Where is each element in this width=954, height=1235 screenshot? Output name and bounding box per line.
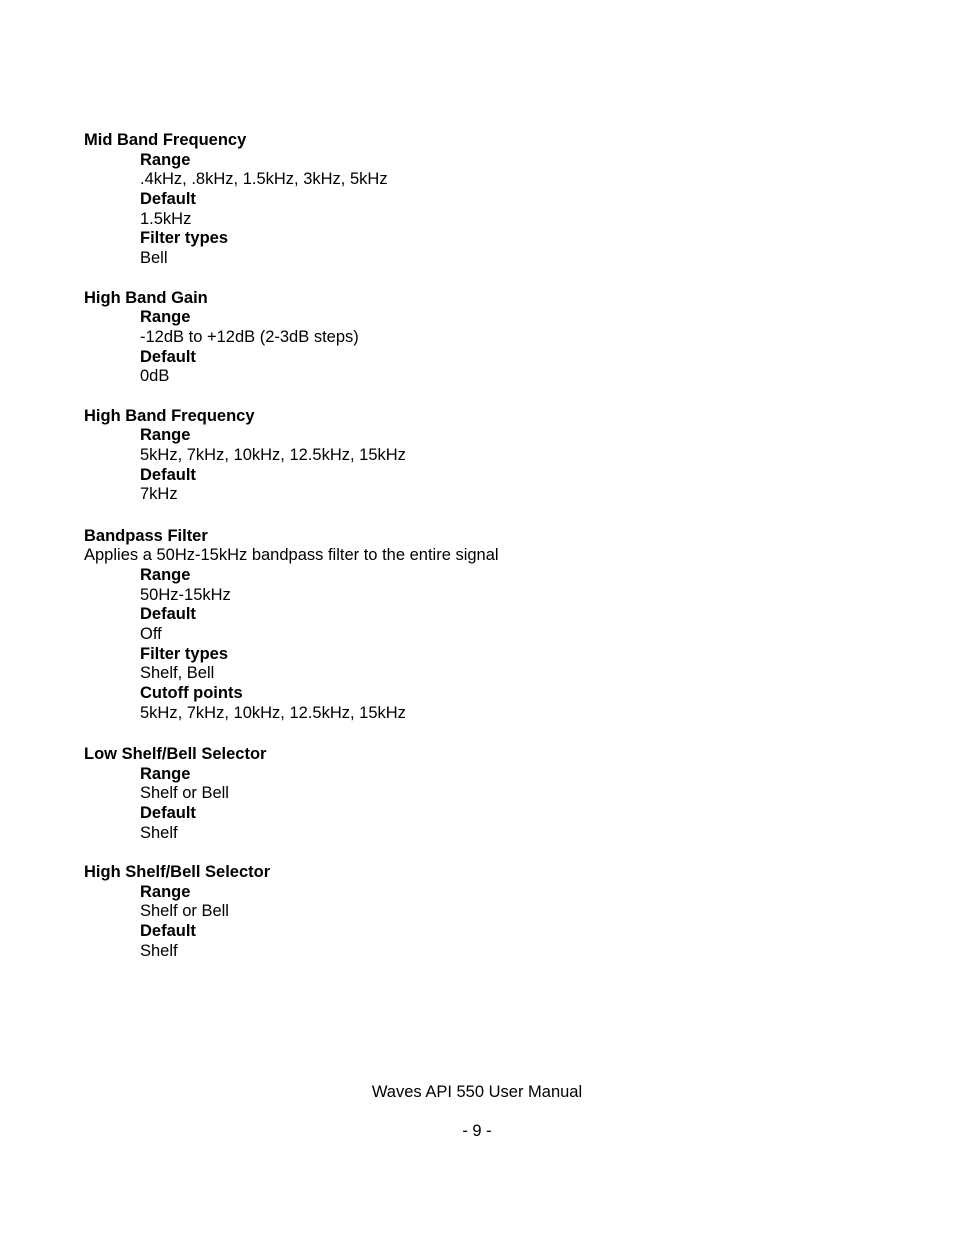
range-value: 5kHz, 7kHz, 10kHz, 12.5kHz, 15kHz — [140, 446, 406, 464]
default-value: 0dB — [140, 367, 170, 386]
spacer — [84, 843, 904, 863]
range-label: Range — [140, 150, 191, 169]
range-value: Shelf or Bell — [140, 902, 229, 921]
cutoff-points-label: Cutoff points — [140, 684, 243, 703]
section-heading: Bandpass Filter — [84, 526, 208, 545]
default-value: Shelf — [140, 941, 178, 960]
filter-types-label: Filter types — [140, 644, 229, 663]
section-low-shelf-bell-selector — [84, 745, 904, 843]
section-bandpass-filter — [84, 527, 904, 724]
footer-manual-title: Waves API 550 User Manual — [371, 1083, 583, 1101]
section-heading: High Shelf/Bell Selector — [84, 863, 271, 882]
default-label: Default — [140, 465, 196, 484]
section-high-band-gain — [84, 289, 904, 387]
spacer — [84, 387, 904, 407]
default-label: Default — [140, 347, 196, 366]
range-label: Range — [140, 764, 191, 783]
filter-types-label: Filter types — [140, 229, 229, 248]
section-heading: Low Shelf/Bell Selector — [84, 744, 267, 763]
range-label: Range — [140, 308, 191, 327]
filter-types-value: Shelf, Bell — [140, 664, 215, 683]
range-value: 50Hz-15kHz — [140, 585, 231, 604]
default-value: Off — [140, 625, 162, 643]
default-label: Default — [140, 922, 196, 941]
range-label: Range — [140, 426, 191, 445]
cutoff-points-value: 5kHz, 7kHz, 10kHz, 12.5kHz, 15kHz — [140, 703, 406, 722]
footer-page-number: - 9 - — [462, 1122, 492, 1140]
section-high-shelf-bell-selector — [84, 863, 904, 961]
section-description: Applies a 50Hz-15kHz bandpass filter to the entire signal — [84, 546, 499, 565]
section-mid-band-frequency — [84, 131, 904, 269]
filter-types-value: Bell — [140, 249, 168, 268]
range-value: .4kHz, .8kHz, 1.5kHz, 3kHz, 5kHz — [140, 170, 388, 189]
default-label: Default — [140, 605, 196, 624]
spacer — [84, 723, 904, 745]
document-body — [84, 131, 904, 962]
range-value: Shelf or Bell — [140, 784, 229, 803]
range-value: -12dB to +12dB (2-3dB steps) — [140, 327, 359, 346]
spacer — [84, 269, 904, 289]
section-high-band-frequency — [84, 407, 904, 505]
section-heading: High Band Gain — [84, 288, 208, 307]
default-value: 1.5kHz — [140, 209, 192, 228]
default-label: Default — [140, 190, 196, 209]
default-label: Default — [140, 804, 196, 822]
section-heading: Mid Band Frequency — [84, 131, 247, 149]
section-heading: High Band Frequency — [84, 406, 255, 425]
spacer — [84, 505, 904, 527]
range-label: Range — [140, 882, 191, 901]
default-value: 7kHz — [140, 485, 178, 504]
range-label: Range — [140, 565, 191, 584]
default-value: Shelf — [140, 823, 178, 842]
